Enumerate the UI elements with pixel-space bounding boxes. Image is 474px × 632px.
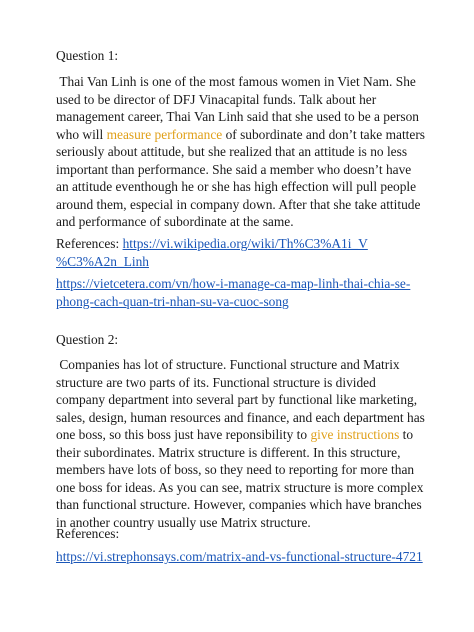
question-1-paragraph <box>56 73 429 231</box>
q2-highlight-give-instructions: give instructions <box>310 427 400 442</box>
q1-text-part1: Thai Van Linh is one of the most famous women in Viet Nam. She used to be director of DFJ Vinacapital funds. Talk about her management career, Thai Van Linh said that she used to be a person who will <box>56 74 423 142</box>
q1-text-part2: of subordinate and don’t take matters seriously about attitude, but she realized that an attitude is no less important than performance. She said a member who doesn’t have an attitude eventhough he or she has high effection will pull people around them, especial in company down. After that she take attitude and performance of subordinate at the same. <box>56 126 429 229</box>
q2-text-part1: Companies has lot of structure. Functional structure and Matrix structure are two parts of its. Functional structure is divided company department into several part by functional like marketing, sales, design, human resources and finance, and each department has one boss, so this boss just have reponsibility to <box>56 357 429 442</box>
question-2-paragraph <box>56 356 429 531</box>
wikipedia-link[interactable]: https://vi.wikipedia.org/wiki/Th%C3%A1i_V <box>122 236 368 251</box>
question-2-heading: Question 2: <box>56 332 119 347</box>
q1-references-label: References: <box>56 236 120 251</box>
wikipedia-link-continued-line <box>56 253 149 271</box>
vietcetera-link[interactable]: https://vietcetera.com/vn/how-i-manage-ca-map-linh-thai-chia-se- <box>56 276 411 291</box>
q1-references-line <box>56 235 368 253</box>
q2-references-label: References: <box>56 526 120 541</box>
vietcetera-link-line <box>56 275 410 293</box>
q2-text-part2: to their subordinates. Matrix structure is different. In this structure, members have lots of boss, so they need to reporting for more than one boss for ideas. As you can see, matrix structure is more complex than functional structure. However, companies which have branches in another country usually use Matrix structure. <box>56 427 427 530</box>
q1-highlight-measure-performance: measure performance <box>106 126 223 142</box>
vietcetera-link-continued[interactable]: phong-cach-quan-tri-nhan-su-va-cuoc-song <box>56 294 289 309</box>
strephonsays-link-line <box>56 548 423 566</box>
question-1-heading: Question 1: <box>56 48 119 63</box>
strephonsays-link[interactable]: https://vi.strephonsays.com/matrix-and-vs-functional-structure-4721 <box>56 549 423 564</box>
wikipedia-link-continued[interactable]: %C3%A2n_Linh <box>56 254 149 269</box>
vietcetera-link-continued-line <box>56 293 289 311</box>
